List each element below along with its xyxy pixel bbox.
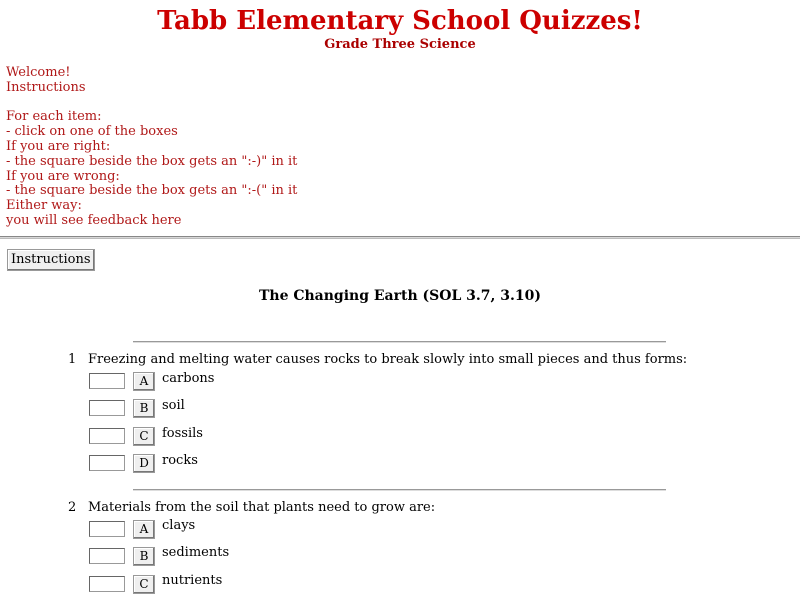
option-a-button[interactable]: A <box>133 372 155 391</box>
feedback-line: For each item: <box>6 109 102 125</box>
question-separator <box>133 341 666 343</box>
feedback-line <box>6 96 786 111</box>
quiz-title: The Changing Earth (SOL 3.7, 3.10) <box>258 288 541 304</box>
option-label: carbons <box>162 371 215 386</box>
answer-indicator-box <box>89 373 125 389</box>
feedback-line: Either way: <box>6 198 82 214</box>
option-label: sediments <box>162 545 230 560</box>
option-d-button[interactable]: D <box>133 454 155 473</box>
feedback-line: you will see feedback here <box>6 212 182 228</box>
frame-divider[interactable] <box>0 236 800 239</box>
answer-indicator-box <box>89 455 125 471</box>
option-c-button[interactable]: C <box>133 427 155 446</box>
page-title: Tabb Elementary School Quizzes! <box>157 6 643 36</box>
feedback-line: - click on one of the boxes <box>6 124 178 140</box>
option-label: soil <box>162 398 185 413</box>
page-subtitle: Grade Three Science <box>324 37 476 52</box>
instructions-button[interactable]: Instructions <box>7 249 95 271</box>
option-label: rocks <box>162 453 198 468</box>
option-c-button[interactable]: C <box>133 575 155 594</box>
feedback-line: - the square beside the box gets an ":-(" in it <box>6 183 298 199</box>
feedback-line: If you are right: <box>6 138 111 154</box>
feedback-line: Instructions <box>6 79 86 95</box>
question-text: Freezing and melting water causes rocks to break slowly into small pieces and thus forms: <box>88 352 688 367</box>
question-text: Materials from the soil that plants need to grow are: <box>88 500 436 515</box>
option-a-button[interactable]: A <box>133 520 155 539</box>
answer-indicator-box <box>89 521 125 537</box>
feedback-panel <box>6 66 786 229</box>
answer-indicator-box <box>89 576 125 592</box>
feedback-line: If you are wrong: <box>6 168 120 184</box>
option-label: clays <box>162 518 196 533</box>
feedback-line: Welcome! <box>6 65 71 80</box>
question-number: 2 <box>68 500 77 515</box>
option-b-button[interactable]: B <box>133 547 155 566</box>
feedback-line: - the square beside the box gets an ":-)" in it <box>6 153 298 169</box>
answer-indicator-box <box>89 548 125 564</box>
question-number: 1 <box>68 352 77 367</box>
option-b-button[interactable]: B <box>133 399 155 418</box>
answer-indicator-box <box>89 428 125 444</box>
option-label: nutrients <box>162 573 223 588</box>
question-separator <box>133 489 666 491</box>
option-label: fossils <box>162 426 203 441</box>
answer-indicator-box <box>89 400 125 416</box>
